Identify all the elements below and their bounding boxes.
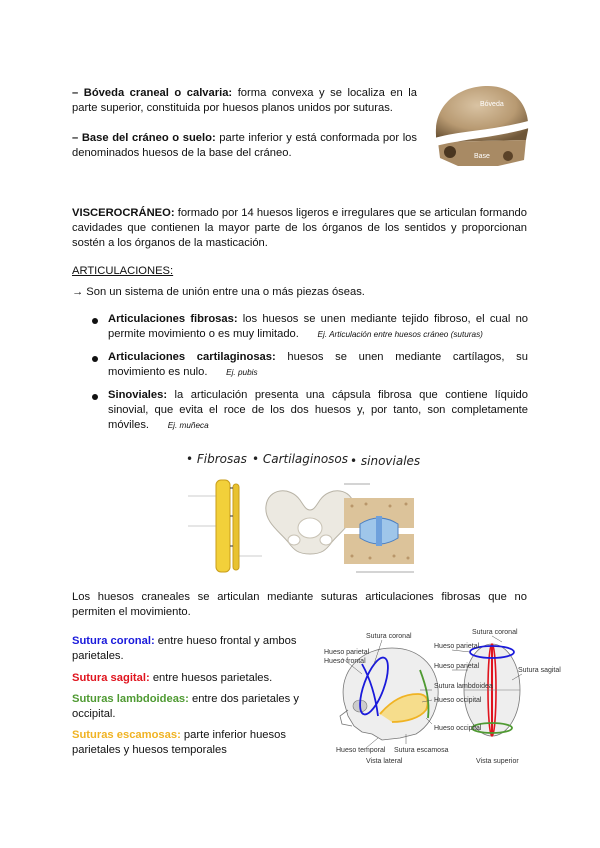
label-hueso-parietal-side: Hueso parietal bbox=[434, 663, 480, 670]
bullet-cartilaginosas bbox=[108, 350, 528, 380]
label-hueso-occipital-lower: Hueso occipital bbox=[434, 725, 482, 732]
lambdoideas-term: Suturas lambdoideas: bbox=[72, 693, 189, 705]
cartilaginosas-example: Ej. pubis bbox=[226, 368, 258, 377]
sinoviales-label: • sinoviales bbox=[350, 454, 421, 468]
pelvis-image bbox=[266, 491, 354, 554]
bullet-sinoviales bbox=[108, 388, 528, 433]
label-sutura-lambdoidea: Sutura lambdoidea bbox=[434, 683, 493, 690]
viscero-paragraph bbox=[72, 206, 527, 251]
sagital-term: Sutura sagital: bbox=[72, 672, 150, 684]
cartilaginosos-label: • Cartilaginosos bbox=[252, 452, 349, 466]
label-sutura-coronal-top: Sutura coronal bbox=[472, 629, 518, 636]
label-sutura-sagital: Sutura sagital bbox=[518, 667, 561, 674]
bullet-dot bbox=[92, 356, 98, 362]
label-sutura-escamosa: Sutura escamosa bbox=[394, 747, 449, 754]
skull-photo bbox=[428, 80, 532, 168]
tibia-fibula-image bbox=[188, 480, 262, 572]
fibrosas-example: Ej. Articulación entre huesos cráneo (suturas) bbox=[317, 330, 483, 339]
label-hueso-occipital: Hueso occipital bbox=[434, 697, 482, 704]
skull-lateral-view bbox=[340, 640, 438, 748]
escamosas-term: Suturas escamosas: bbox=[72, 729, 181, 741]
bullet-dot bbox=[92, 318, 98, 324]
base-text: parte inferior y está conformada por los denominados huesos de la base del cráneo. bbox=[72, 132, 417, 159]
articulaciones-intro: → Son un sistema de unión entre una o más piezas óseas. bbox=[72, 286, 365, 298]
label-vista-lateral: Vista lateral bbox=[366, 758, 403, 765]
boveda-term: – Bóveda craneal o calvaria: bbox=[72, 87, 233, 99]
fibrosas-text: los huesos se unen mediante tejido fibroso, el cual no permite movimiento o es muy limitado. bbox=[108, 313, 529, 340]
label-hueso-parietal-top: Hueso parietal bbox=[434, 643, 480, 650]
synovial-joint-image bbox=[344, 484, 414, 572]
suture-coronal bbox=[72, 634, 312, 664]
cartilaginosas-term: Articulaciones cartilaginosas: bbox=[108, 351, 276, 363]
label-sutura-coronal: Sutura coronal bbox=[366, 633, 412, 640]
coronal-term: Sutura coronal: bbox=[72, 635, 155, 647]
label-hueso-temporal: Hueso temporal bbox=[336, 747, 386, 754]
coronal-text: entre hueso frontal y ambos parietales. bbox=[72, 635, 297, 662]
fibrosas-label: • Fibrosas bbox=[186, 452, 247, 466]
articulaciones-heading: ARTICULACIONES: bbox=[72, 265, 174, 277]
fibrosas-term: Articulaciones fibrosas: bbox=[108, 313, 238, 325]
viscero-term: VISCEROCRÁNEO: bbox=[72, 207, 175, 219]
bullet-dot bbox=[92, 394, 98, 400]
suture-lambdoideas bbox=[72, 692, 312, 722]
base-term: – Base del cráneo o suelo: bbox=[72, 132, 216, 144]
base-paragraph bbox=[72, 131, 417, 161]
cartilaginosas-text: huesos se unen mediante cartílagos, su movimiento es nulo. bbox=[108, 351, 528, 378]
suture-diagram bbox=[322, 629, 561, 766]
label-hueso-frontal: Hueso frontal bbox=[324, 658, 366, 665]
escamosas-text: parte inferior huesos parietales y huesos temporales bbox=[72, 729, 286, 756]
sinoviales-example: Ej. muñeca bbox=[167, 421, 209, 430]
sagital-text: entre huesos parietales. bbox=[149, 672, 273, 684]
boveda-paragraph bbox=[72, 86, 417, 116]
sinoviales-term: Sinoviales: bbox=[108, 389, 168, 401]
label-vista-superior: Vista superior bbox=[476, 758, 519, 765]
lambdoideas-text: entre dos parietales y occipital. bbox=[72, 693, 299, 720]
bullet-fibrosas bbox=[108, 312, 528, 342]
joint-types-figure bbox=[180, 452, 430, 576]
suture-sagital bbox=[72, 671, 312, 686]
sinoviales-text: la articulación presenta una cápsula fibrosa que contiene líquido sinovial, que evita el roce de los dos huesos y, por tanto, son completamente móviles. bbox=[108, 389, 528, 431]
craneales-paragraph: Los huesos craneales se articulan mediante suturas articulaciones fibrosas que no permiten el movimiento. bbox=[72, 591, 527, 618]
suture-escamosas bbox=[72, 728, 312, 758]
base-label: Base bbox=[474, 153, 490, 160]
viscero-text: formado por 14 huesos ligeros e irregulares que se articulan formando cavidades que contienen la mayor parte de los órganos de los sentidos y proporcionan sostén a los órganos de la masticación. bbox=[72, 207, 527, 249]
boveda-label: Bóveda bbox=[480, 101, 504, 108]
label-hueso-parietal: Hueso parietal bbox=[324, 649, 370, 656]
boveda-text: forma convexa y se localiza en la parte superior, constituida por huesos planos unidos por suturas. bbox=[72, 87, 417, 114]
